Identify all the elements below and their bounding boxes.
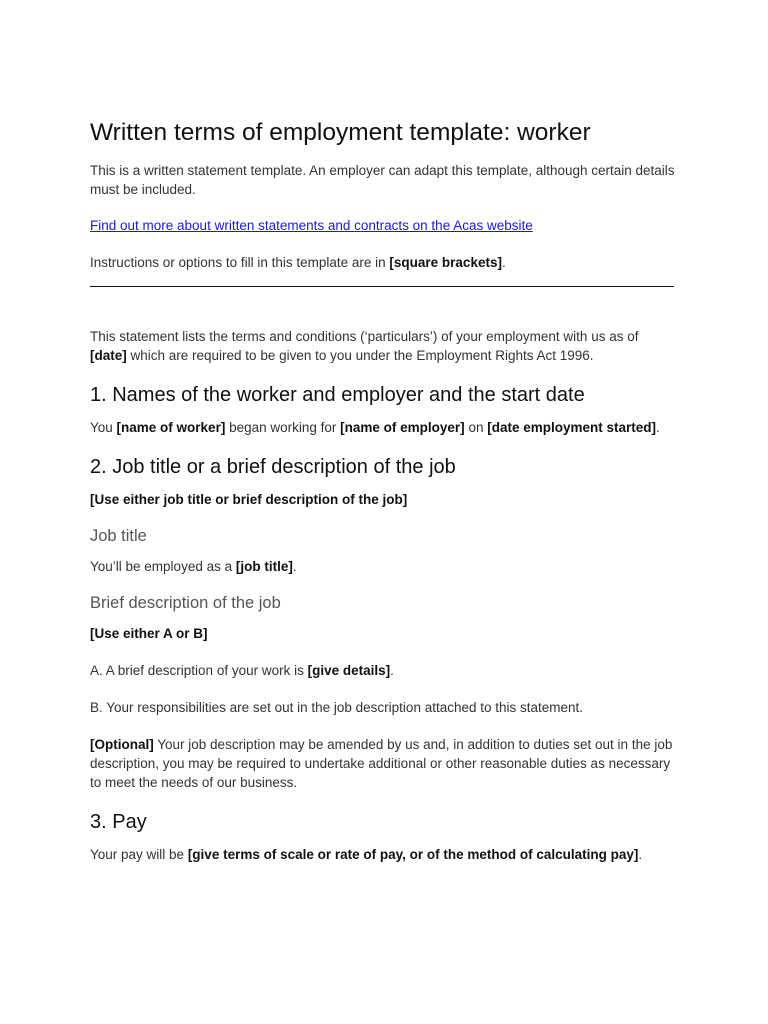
section-1-start-date: [date employment started] xyxy=(487,420,657,436)
intro-paragraph: This is a written statement template. An employer can adapt this template, although certain details must be included. xyxy=(90,163,675,198)
option-a-text: A. A brief description of your work is xyxy=(90,662,308,678)
instructions-end: . xyxy=(501,255,506,271)
section-3-paragraph xyxy=(90,845,678,864)
job-title-bold: [job title] xyxy=(235,559,293,575)
option-a-end: . xyxy=(390,662,394,678)
job-title-heading: Job title xyxy=(90,527,147,546)
section-3-heading: 3. Pay xyxy=(90,810,147,833)
section-1-text-1: You xyxy=(90,420,117,436)
document-title: Written terms of employment template: worker xyxy=(90,119,591,146)
brief-description-heading: Brief description of the job xyxy=(90,594,281,613)
option-a-paragraph xyxy=(90,661,678,680)
section-1-text-4: . xyxy=(656,420,660,436)
statement-end: which are required to be given to you under the Employment Rights Act 1996. xyxy=(126,348,594,364)
section-1-employer: [name of employer] xyxy=(340,420,465,436)
section-1-worker: [name of worker] xyxy=(116,420,226,436)
section-1-paragraph xyxy=(90,418,678,437)
statement-paragraph xyxy=(90,327,678,365)
job-title-text: You’ll be employed as a xyxy=(90,559,236,575)
instructions-bold: [square brackets] xyxy=(389,255,502,271)
horizontal-rule xyxy=(90,286,674,287)
section-1-text-2: began working for xyxy=(225,420,341,436)
section-2-instruction xyxy=(90,490,678,509)
brief-instruction xyxy=(90,624,678,643)
statement-date: [date] xyxy=(90,348,127,364)
acas-website-link[interactable]: Find out more about written statements and contracts on the Acas website xyxy=(90,218,533,234)
section-3-end: . xyxy=(638,846,643,862)
option-a-bold: [give details] xyxy=(307,662,391,678)
optional-paragraph xyxy=(90,735,678,792)
optional-text: Your job description may be amended by us and, in addition to duties set out in the job description, you may be required to undertake additional or other reasonable duties as necessary to meet the needs of our business. xyxy=(90,736,673,790)
section-1-text-3: on xyxy=(464,420,488,436)
option-b-paragraph: B. Your responsibilities are set out in the job description attached to this statement. xyxy=(90,699,584,715)
job-title-end: . xyxy=(292,559,297,575)
instructions-text: Instructions or options to fill in this template are in xyxy=(90,255,390,271)
section-3-text: Your pay will be xyxy=(90,846,188,862)
optional-bold: [Optional] xyxy=(90,736,154,752)
brief-instruction-bold: [Use either A or B] xyxy=(90,625,208,641)
section-2-heading: 2. Job title or a brief description of the job xyxy=(90,456,456,479)
section-1-heading: 1. Names of the worker and employer and the start date xyxy=(90,384,585,407)
instructions-paragraph xyxy=(90,253,678,272)
statement-text: This statement lists the terms and conditions (‘particulars’) of your employment with us as of xyxy=(90,329,639,345)
section-3-bold: [give terms of scale or rate of pay, or of the method of calculating pay] xyxy=(187,846,639,862)
section-2-instruction-bold: [Use either job title or brief description of the job] xyxy=(90,492,408,508)
job-title-paragraph xyxy=(90,557,678,576)
